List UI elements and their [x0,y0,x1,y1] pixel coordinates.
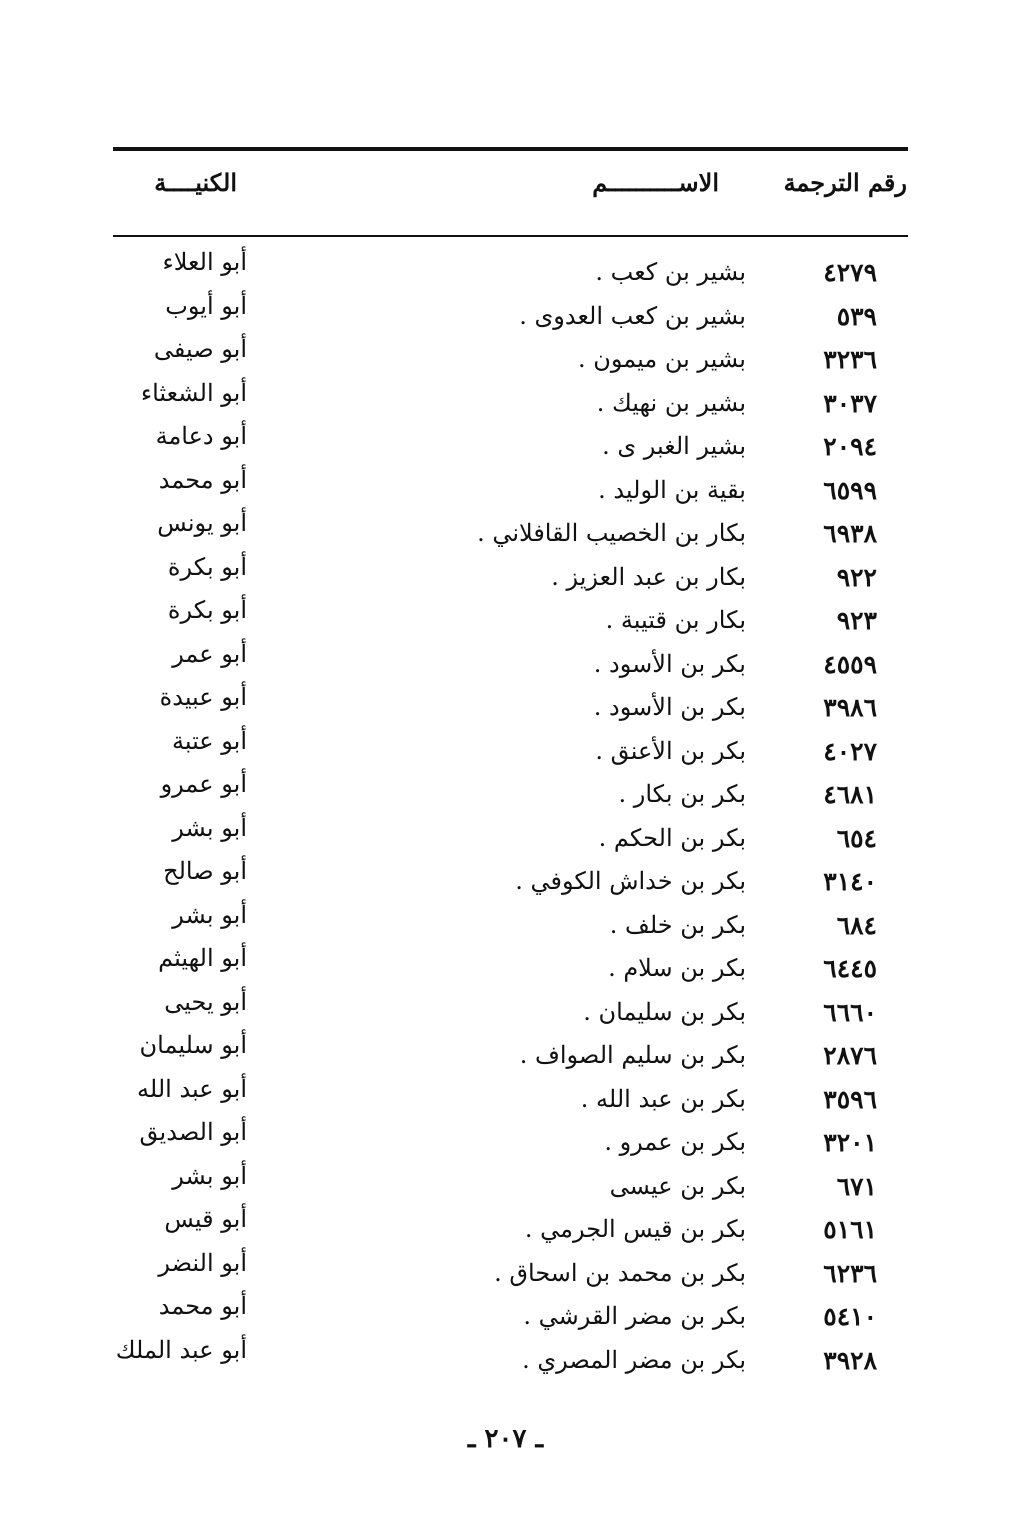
person-name: بكر بن الحكم . [598,823,746,852]
translation-number: ٣٥٩٦ [823,1084,877,1114]
person-name: بكر بن قيس الجرمي . [524,1215,746,1243]
person-name: بشير بن كعب العدوى . [519,301,746,330]
person-name: بكار بن الخصيب القافلاني . [477,519,746,547]
translation-number: ٤٢٧٩ [823,258,877,287]
person-name: بشير الغبر ى . [602,432,746,460]
translation-number: ٩٢٢ [836,562,877,592]
table-row [0,1336,1011,1380]
table-row [0,553,1011,597]
table-row [0,640,1011,684]
header-number-column: رقم الترجمة [783,168,907,197]
translation-number: ٦٩٣٨ [823,519,877,548]
translation-number: ٦٧١ [836,1171,877,1201]
person-name: بكر بن عيسى [609,1171,746,1200]
person-name: بكر بن عمرو . [604,1128,746,1156]
table-row [0,944,1011,988]
table-row [0,596,1011,640]
translation-number: ٣٢٣٦ [823,345,877,374]
translation-number: ٣٩٨٦ [823,693,877,722]
translation-number: ٦٨٤ [836,910,877,940]
person-name: بكر بن الأعنق . [595,736,746,765]
person-name: بكر بن سلام . [608,954,746,982]
translation-number: ٦٦٦٠ [823,997,877,1027]
translation-number: ٩٢٣ [836,606,877,635]
table-row [0,814,1011,858]
person-name: بشير بن ميمون . [577,345,746,373]
person-name: بكر بن محمد بن اسحاق . [494,1258,746,1287]
person-name: بكر بن عبد الله . [580,1084,746,1113]
person-name: بكار بن عبد العزيز . [551,562,746,591]
person-kunya: أبو بكرة [167,552,247,581]
person-name: بكر بن خلف . [609,910,746,939]
person-kunya: أبو بشر [172,1161,247,1190]
person-name: بكر بن سليمان . [583,997,746,1026]
person-name: بكر بن مضر المصري . [522,1345,746,1374]
table-row [0,1249,1011,1293]
table-row [0,857,1011,901]
table-row [0,248,1011,292]
person-kunya: أبو الصديق [139,1118,247,1146]
person-kunya: أبو قيس [164,1205,247,1233]
person-kunya: أبو عبيدة [159,683,247,711]
person-name: بقية بن الوليد . [598,475,746,504]
translation-number: ٢٨٧٦ [823,1041,877,1070]
person-name: بشير بن كعب . [595,258,746,286]
person-name: بكر بن بكار . [618,780,746,808]
table-row [0,901,1011,945]
person-kunya: أبو عتبة [171,726,247,755]
person-kunya: أبو محمد [158,1292,247,1320]
translation-number: ٤٦٨١ [823,780,877,809]
translation-number: ٦٢٣٦ [823,1258,877,1288]
person-kunya: أبو بشر [172,813,247,842]
person-kunya: أبو عمر [172,639,247,668]
header-kunya-column: الكنيــــة [154,168,237,197]
translation-number: ٦٥٤ [836,823,877,853]
table-row [0,1205,1011,1249]
person-kunya: أبو الشعثاء [140,378,247,407]
table-row [0,683,1011,727]
header-bottom-rule [113,235,908,237]
person-kunya: أبو عبد الملك [115,1335,247,1364]
translation-number: ٦٥٩٩ [823,475,877,505]
table-body [0,248,1011,1379]
table-row [0,988,1011,1032]
person-name: بكر بن الأسود . [593,649,746,678]
table-row [0,509,1011,553]
table-row [0,422,1011,466]
person-name: بكر بن مضر القرشي . [523,1302,746,1330]
person-kunya: أبو دعامة [155,422,247,450]
person-kunya: أبو صالح [163,857,247,885]
translation-number: ٣١٤٠ [823,867,877,896]
person-kunya: أبو أيوب [165,291,247,320]
table-row [0,770,1011,814]
table-row [0,1292,1011,1336]
person-kunya: أبو النضر [158,1248,247,1277]
translation-number: ٣٢٠١ [823,1128,877,1157]
translation-number: ٥٤١٠ [823,1302,877,1331]
table-row [0,727,1011,771]
person-name: بكر بن خداش الكوفي . [515,867,746,895]
page-number: ـ ٢٠٧ ـ [467,1424,544,1454]
person-kunya: أبو عمرو [160,770,247,798]
translation-number: ٥١٦١ [823,1215,877,1244]
table-row [0,1075,1011,1119]
translation-number: ٤٥٥٩ [823,649,877,679]
person-kunya: أبو الهيثم [158,944,247,972]
person-name: بشير بن نهيك . [596,388,746,417]
person-name: بكر بن الأسود . [593,693,746,721]
person-kunya: أبو سليمان [139,1031,247,1059]
header-top-rule [113,147,908,151]
person-kunya: أبو يحيى [164,987,247,1016]
person-kunya: أبو عبد الله [137,1074,247,1103]
person-kunya: أبو يونس [157,509,247,537]
translation-number: ٥٣٩ [836,301,877,331]
table-row [0,466,1011,510]
translation-number: ٣٩٢٨ [823,1345,877,1375]
table-row [0,335,1011,379]
person-kunya: أبو بكرة [167,596,247,624]
person-kunya: أبو محمد [158,465,247,494]
table-row [0,379,1011,423]
table-row [0,1031,1011,1075]
header-name-column: الاســــــــــم [592,168,719,197]
table-row [0,1162,1011,1206]
translation-number: ٣٠٣٧ [823,388,877,418]
person-kunya: أبو العلاء [162,248,247,276]
translation-number: ٤٠٢٧ [823,736,877,766]
translation-number: ٦٤٤٥ [823,954,877,983]
person-kunya: أبو بشر [172,900,247,929]
table-row [0,1118,1011,1162]
person-name: بكر بن سليم الصواف . [519,1041,746,1069]
person-name: بكار بن قتيبة . [605,606,746,634]
person-kunya: أبو صيفى [153,335,247,363]
translation-number: ٢٠٩٤ [823,432,877,461]
table-row [0,292,1011,336]
